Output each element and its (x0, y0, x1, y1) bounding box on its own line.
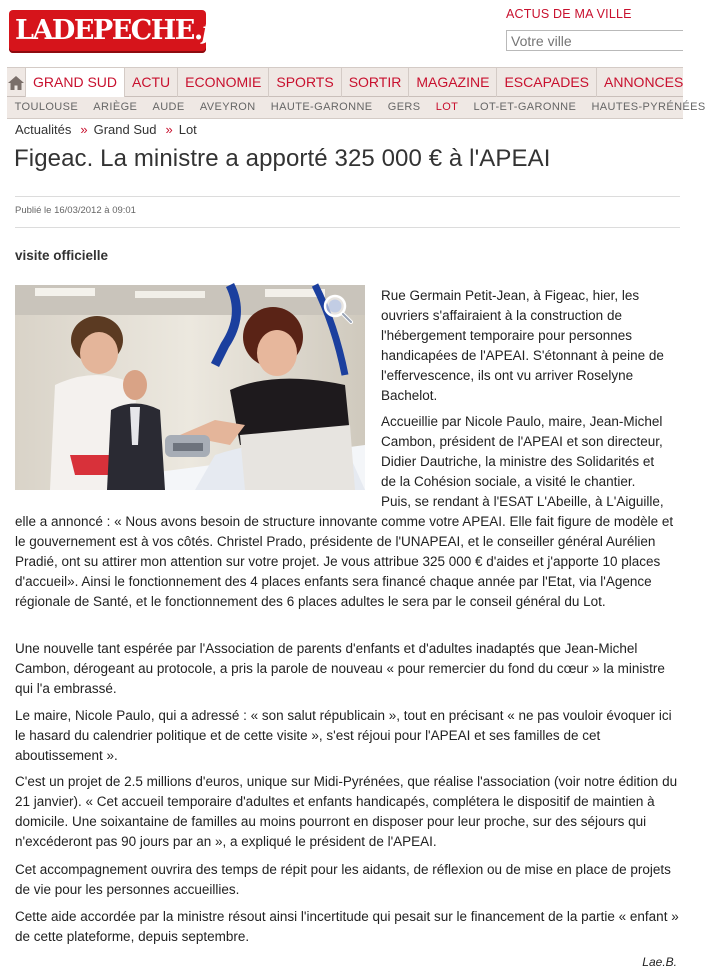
article-photo[interactable] (15, 285, 365, 490)
paragraph-line: Didier Dautriche, la ministre des Solidarités et (381, 454, 655, 469)
nav-actu[interactable]: ACTU (125, 68, 178, 97)
article-paragraph: Cette aide accordée par la ministre résout ainsi l'incertitude qui pesait sur le financement de la partie « enfant » de cette plateforme, depuis septembre. (15, 909, 679, 944)
divider (15, 196, 680, 197)
paragraph-line: de la Cohésion sociale, a visité le chantier. (381, 474, 636, 489)
subnav-lot[interactable]: LOT (435, 101, 459, 113)
publish-date: Publié le 16/03/2012 à 09:01 (15, 205, 136, 216)
magnifier-icon[interactable] (322, 293, 354, 325)
nav-magazine[interactable]: MAGAZINE (409, 68, 497, 97)
article-paragraph: elle a annoncé : « Nous avons besoin de structure innovante comme votre APEAI. Elle fait figure de modèle et le gouvernement est à vos côtés. Christel Prado, présidente de l'UNAPEAI, et le conseiller général Aurélien Pradié, ont su attirer mon attention sur votre projet. Je vous attribue 325 000 € d'aides et j'apporte 10 places d'accueil». Ainsi le fonctionnement des 4 places enfants sera financé chaque année par l'Etat, via l'Agence régionale de Santé, et le fonctionnement des 6 places adultes le sera par le conseil général du Lot. (15, 514, 674, 609)
divider (15, 227, 680, 228)
article-paragraph: Une nouvelle tant espérée par l'Association de parents d'enfants et d'adultes inadaptés que Jean-Michel Cambon, dérogeant au protocole, a pris la parole de nouveau « pour remercier du fond du cœur » la ministre qui l'a embrassé. (15, 641, 665, 696)
nav-sports[interactable]: SPORTS (269, 68, 341, 97)
article-paragraph-wrapped (381, 412, 683, 512)
paragraph-line: Accueillie par Nicole Paulo, maire, Jean-Michel (381, 414, 663, 429)
nav-sortir[interactable]: SORTIR (342, 68, 410, 97)
subnav-ariege[interactable]: ARIÈGE (93, 101, 138, 113)
site-logo[interactable] (9, 10, 225, 53)
breadcrumb (15, 122, 197, 137)
article-paragraph: Rue Germain Petit-Jean, à Figeac, hier, les ouvriers s'affairaient à la construction de l'hébergement temporaire pour personnes handicapées de l'APEAI. S'étonnant à peine de l'effervescence, ils ont vu arriver Roselyne Bachelot. (381, 288, 664, 403)
article-title: Figeac. La ministre a apporté 325 000 € à l'APEAI (14, 145, 551, 172)
nav-home-button[interactable] (7, 68, 26, 97)
photo-illustration (15, 285, 365, 490)
breadcrumb-separator: » (80, 122, 88, 137)
article-paragraph: Cet accompagnement ouvrira des temps de répit pour les aidants, de réflexion ou de mise en place de projets de vie pour les personnes accueillies. (15, 862, 671, 897)
article-paragraph: C'est un projet de 2.5 millions d'euros, unique sur Midi-Pyrénées, que réalise l'association (voir notre édition du 21 janvier). « Cet accueil temporaire d'adultes et enfants handicapés, complétera le dispositif de maintien à domicile. Une soixantaine de familles au moins pourront en disposer pour leur proche, sur des séjours qui n'excéderont pas 90 jours par an », a expliqué le président de l'APEAI. (15, 774, 678, 849)
subnav-gers[interactable]: GERS (387, 101, 421, 113)
subnav-aude[interactable]: AUDE (152, 101, 185, 113)
city-news-label: ACTUS DE MA VILLE (506, 7, 632, 21)
logo-text: LADEPECHE.fr (15, 15, 225, 46)
nav-grand-sud[interactable]: GRAND SUD (26, 68, 125, 97)
breadcrumb-item-actualites[interactable]: Actualités (15, 122, 72, 137)
breadcrumb-separator: » (165, 122, 173, 137)
paragraph-line: Puis, se rendant à l'ESAT L'Abeille, à L'Aiguille, (381, 494, 664, 509)
article-kicker: visite officielle (15, 248, 109, 263)
paragraph-line: Cambon, président de l'APEAI et son directeur, (381, 434, 663, 449)
nav-economie[interactable]: ECONOMIE (178, 68, 269, 97)
subnav-lot-et-garonne[interactable]: LOT-ET-GARONNE (473, 101, 577, 113)
subnav-toulouse[interactable]: TOULOUSE (14, 101, 79, 113)
sub-nav (7, 97, 706, 119)
breadcrumb-item-grand-sud[interactable]: Grand Sud (93, 122, 157, 137)
home-icon (7, 75, 25, 91)
article-paragraph: Le maire, Nicole Paulo, qui a adressé : « son salut républicain », tout en précisant « ne pas vouloir évoquer ici le hasard du calendrier politique et de cette visite », s'est réjoui pour l'APEAI et ses familles de cet aboutissement ». (15, 708, 672, 763)
breadcrumb-item-lot[interactable]: Lot (178, 122, 197, 137)
author-signature: Lae.B. (642, 955, 677, 969)
subnav-haute-garonne[interactable]: HAUTE-GARONNE (270, 101, 373, 113)
city-search-input[interactable] (506, 30, 683, 51)
nav-escapades[interactable]: ESCAPADES (497, 68, 597, 97)
nav-annonces[interactable]: ANNONCES (604, 74, 684, 90)
subnav-aveyron[interactable]: AVEYRON (199, 101, 256, 113)
subnav-hautes-pyrenees[interactable]: HAUTES-PYRÉNÉES (591, 101, 706, 113)
main-nav (7, 67, 683, 97)
